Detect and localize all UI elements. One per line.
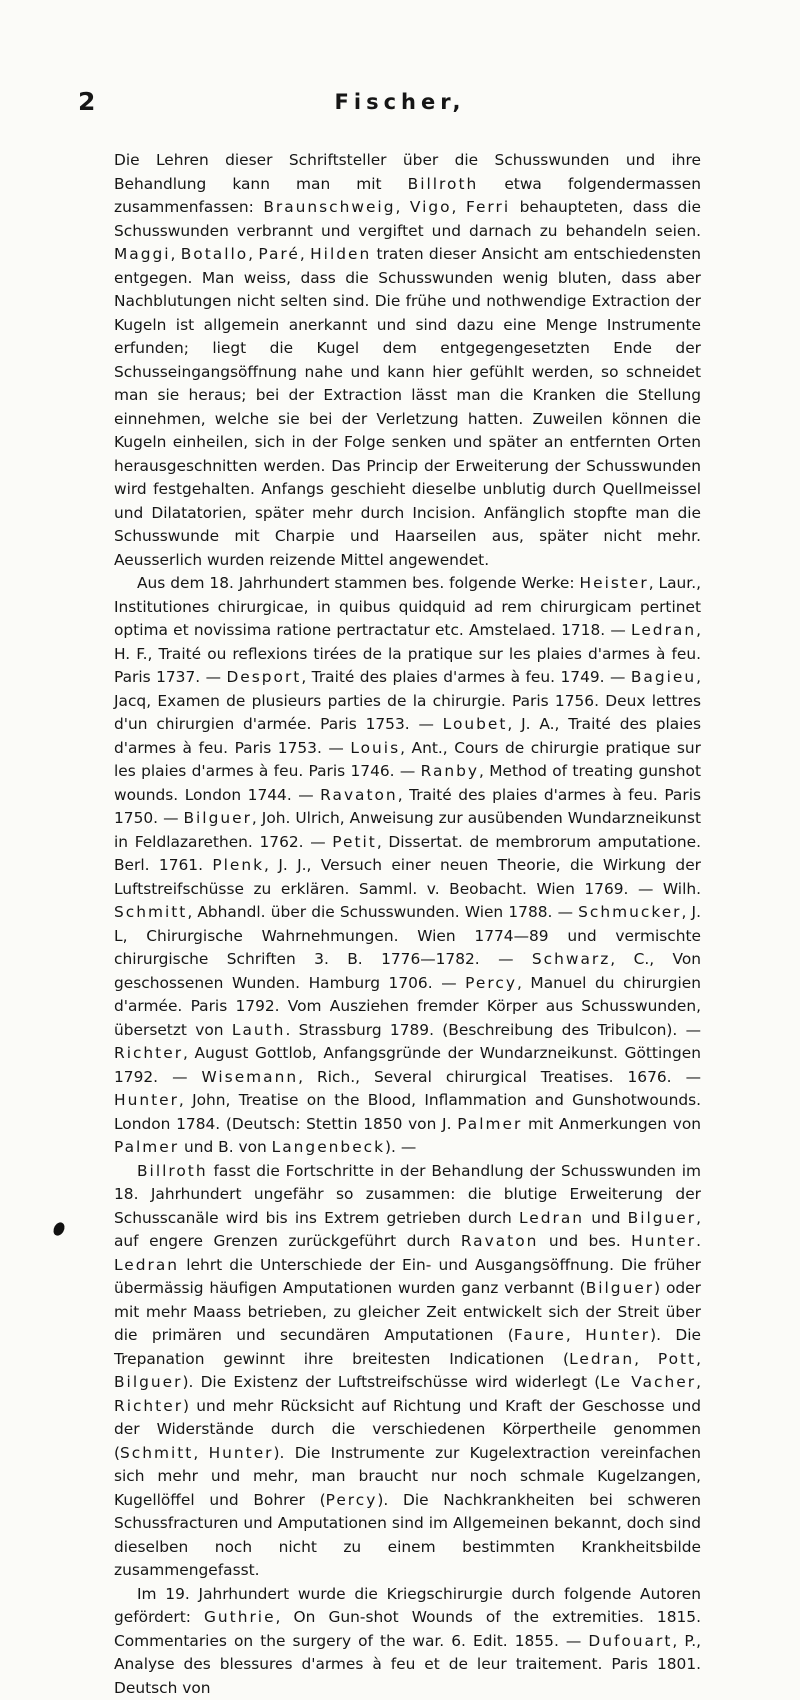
author-name: Schmucker (578, 903, 681, 921)
author-name: Ravaton (461, 1232, 539, 1250)
author-name: Guthrie (204, 1608, 276, 1626)
author-name: Pott (658, 1350, 696, 1368)
author-name: Plenk (212, 856, 264, 874)
author-name: Maggi (114, 245, 171, 263)
author-name: Vigo (410, 198, 452, 216)
author-name: Dufouart (588, 1632, 672, 1650)
author-name: Schmitt (114, 903, 187, 921)
author-name: Percy (465, 974, 517, 992)
author-name: Paré (258, 245, 299, 263)
author-name: Hilden (310, 245, 371, 263)
author-name: Ledran (569, 1350, 634, 1368)
author-name: Lauth (232, 1021, 286, 1039)
author-name: Bilguer (586, 1279, 654, 1297)
paragraph-billroth-summary: Billroth fasst die Fortschritte in der Behandlung der Schusswunden im 18. Jahrhundert ungefähr so zusammen: die blutige Erweiterung der Schusscanäle wird bis ins Extrem getrieben durch Ledran und Bilguer, auf engere Grenzen zurückgeführt durch Ravaton und bes. Hunter. Ledran lehrt die Unterschiede der Ein- und Ausgangsöffnung. Die früher übermässig häufigen Amputationen wurden ganz verbannt (Bilguer) oder mit mehr Maass betrieben, zu gleicher Zeit entwickelt sich der Streit über die primären und secundären Amputationen (Faure, Hunter). Die Trepanation gewinnt ihre breitesten Indicationen (Ledran, Pott, Bilguer). Die Existenz der Luftstreifschüsse wird widerlegt (Le Vacher, Richter) und mehr Rücksicht auf Richtung und Kraft der Geschosse und der Widerstände durch die verschiedenen Körpertheile genommen (Schmitt, Hunter). Die Instrumente zur Kugelextraction vereinfachen sich mehr und mehr, man braucht nur noch schmale Kugelzangen, Kugellöffel und Bohrer (Percy). Die Nachkrankheiten bei schweren Schussfracturen und Amputationen sind im Allgemeinen bekannt, doch sind dieselben noch nicht zu einem bestimmten Krankheitsbilde zusammengefasst. (114, 1160, 701, 1583)
body-text (114, 149, 701, 1700)
author-name: Heister (580, 574, 649, 592)
author-name: Langenbeck (272, 1138, 385, 1156)
author-name: Bilguer (114, 1373, 182, 1391)
author-name: Billroth (408, 175, 479, 193)
author-name: Billroth (137, 1162, 208, 1180)
paragraph-18th-century-works: Aus dem 18. Jahrhundert stammen bes. folgende Werke: Heister, Laur., Institutiones chirurgicae, in quibus quidquid ad rem chirurgicam pertinet optima et novissima ratione pertractatur etc. Amstelaed. 1718. — Ledran, H. F., Traité ou reflexions tirées de la pratique sur les plaies d'armes à feu. Paris 1737. — Desport, Traité des plaies d'armes à feu. 1749. — Bagieu, Jacq, Examen de plusieurs parties de la chirurgie. Paris 1756. Deux lettres d'un chirurgien d'armée. Paris 1753. — Loubet, J. A., Traité des plaies d'armes à feu. Paris 1753. — Louis, Ant., Cours de chirurgie pratique sur les plaies d'armes à feu. Paris 1746. — Ranby, Method of treating gunshot wounds. London 1744. — Ravaton, Traité des plaies d'armes à feu. Paris 1750. — Bilguer, Joh. Ulrich, Anweisung zur ausübenden Wundarzneikunst in Feldlazarethen. 1762. — Petit, Dissertat. de membrorum amputatione. Berl. 1761. Plenk, J. J., Versuch einer neuen Theorie, die Wirkung der Luftstreifschüsse zu erklären. Samml. v. Beobacht. Wien 1769. — Wilh. Schmitt, Abhandl. über die Schusswunden. Wien 1788. — Schmucker, J. L, Chirurgische Wahrnehmungen. Wien 1774—89 und vermischte chirurgische Schriften 3. B. 1776—1782. — Schwarz, C., Von geschossenen Wunden. Hamburg 1706. — Percy, Manuel du chirurgien d'armée. Paris 1792. Vom Ausziehen fremder Körper aus Schusswunden, übersetzt von Lauth. Strassburg 1789. (Beschreibung des Tribulcon). — Richter, August Gottlob, Anfangsgründe der Wundarzneikunst. Göttingen 1792. — Wisemann, Rich., Several chirurgical Treatises. 1676. — Hunter, John, Treatise on the Blood, Inflammation and Gunshotwounds. London 1784. (Deutsch: Stettin 1850 von J. Palmer mit Anmerkungen von Palmer und B. von Langenbeck). — (114, 572, 701, 1160)
author-name: Percy (326, 1491, 378, 1509)
author-name: Faure (514, 1326, 566, 1344)
author-name: Richter (114, 1397, 183, 1415)
author-name: Ravaton (320, 786, 398, 804)
author-name: Botallo (181, 245, 248, 263)
author-name: Ledran (114, 1256, 179, 1274)
paragraph-19th-century: Im 19. Jahrhundert wurde die Kriegschirurgie durch folgende Autoren gefördert: Guthrie, On Gun-shot Wounds of the extremities. 1815. Commentaries on the surgery of the war. 6. Edit. 1855. — Dufouart, P., Analyse des blessures d'armes à feu et de leur traitement. Paris 1801. Deutsch von (114, 1583, 701, 1700)
author-name: Richter (114, 1044, 183, 1062)
author-name: Hunter (585, 1326, 650, 1344)
author-name: Bagieu (631, 668, 696, 686)
author-name: Ledran (631, 621, 696, 639)
author-name: Petit (332, 833, 377, 851)
author-name: Hunter (114, 1091, 179, 1109)
author-name: Ledran (519, 1209, 584, 1227)
page-number: 2 (78, 87, 95, 116)
author-name: Palmer (457, 1115, 522, 1133)
author-name: Loubet (443, 715, 508, 733)
running-head: Fischer, (0, 90, 800, 114)
author-name: Hunter (209, 1444, 274, 1462)
author-name: Schmitt (120, 1444, 193, 1462)
author-name: Braunschweig (263, 198, 395, 216)
author-name: Palmer (114, 1138, 179, 1156)
author-name: Bilguer (628, 1209, 696, 1227)
author-name: Le Vacher (600, 1373, 696, 1391)
author-name: Hunter (631, 1232, 696, 1250)
author-name: Wisemann (202, 1068, 299, 1086)
author-name: Ferri (466, 198, 510, 216)
author-name: Schwarz (532, 950, 610, 968)
author-name: Ranby (421, 762, 479, 780)
margin-mark (51, 1220, 66, 1237)
author-name: Bilguer (183, 809, 251, 827)
paragraph-teachings: Die Lehren dieser Schriftsteller über die Schusswunden und ihre Behandlung kann man mit Billroth etwa folgendermassen zusammenfassen: Braunschweig, Vigo, Ferri behaupteten, dass die Schusswunden verbrannt und vergiftet und darnach zu behandeln seien. Maggi, Botallo, Paré, Hilden traten dieser Ansicht am entschiedensten entgegen. Man weiss, dass die Schusswunden wenig bluten, dass aber Nachblutungen nicht selten sind. Die frühe und nothwendige Extraction der Kugeln ist allgemein anerkannt und sind dazu eine Menge Instrumente erfunden; liegt die Kugel dem entgegengesetzten Ende der Schusseingangsöffnung nahe und kann hier gefühlt werden, so schneidet man sie heraus; bei der Extraction lässt man die Kranken die Stellung einnehmen, welche sie bei der Verletzung hatten. Zuweilen können die Kugeln einheilen, sich in der Folge senken und später an entfernten Orten herausgeschnitten werden. Das Princip der Erweiterung der Schusswunden wird festgehalten. Anfangs geschieht dieselbe unblutig durch Quellmeissel und Dilatatorien, später mehr durch Incision. Anfänglich stopfte man die Schusswunde mit Charpie und Haarseilen aus, später nicht mehr. Aeusserlich wurden reizende Mittel angewendet. (114, 149, 701, 572)
author-name: Louis (350, 739, 400, 757)
author-name: Desport (226, 668, 301, 686)
